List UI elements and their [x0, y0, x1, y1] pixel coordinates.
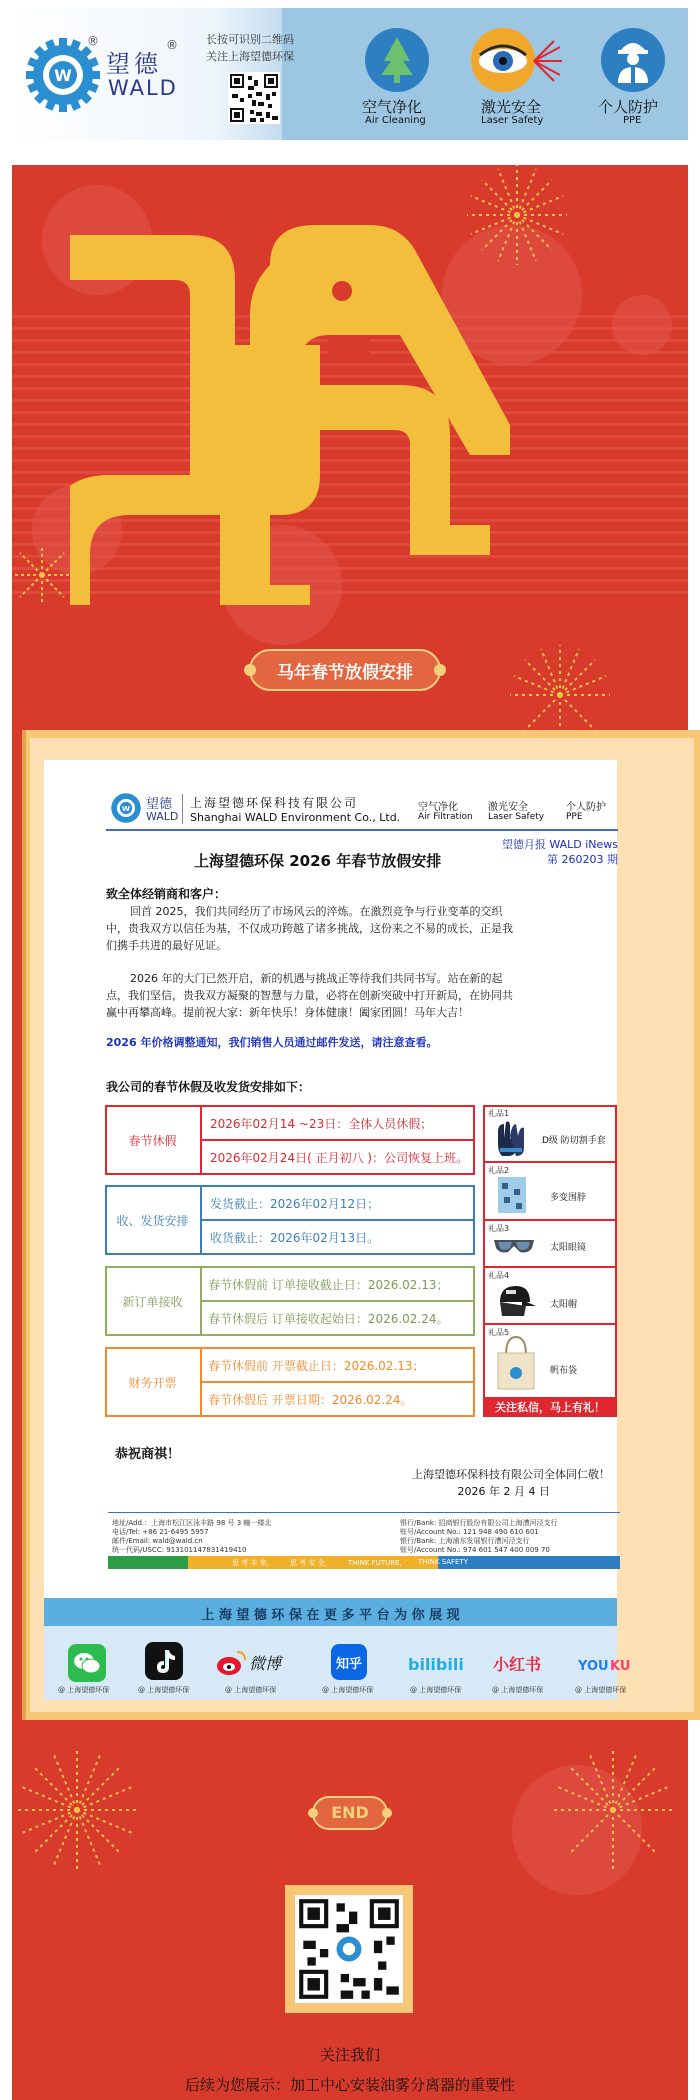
gift-name: 多变围脖: [550, 1193, 587, 1203]
paragraph-2-line: 赢中再攀高峰。提前祝大家：新年快乐！身体健康！阖家团圆！马年大吉！: [106, 1006, 469, 1019]
schedule-row: 春节休假后 开票日期：2026.02.24。: [208, 1393, 413, 1407]
qr-hint-1: 长按可识别二维码: [206, 33, 294, 46]
schedule-label: 财务开票: [128, 1375, 177, 1390]
category-label-en: PPE: [623, 115, 642, 126]
contact-right-line: 银行/Bank: 招商银行股份有限公司上海漕河泾支行: [400, 1519, 558, 1527]
letterhead-nav-cn: 空气净化: [418, 802, 458, 813]
category-label-cn: 激光安全: [481, 98, 542, 116]
letterhead-nav-en: PPE: [566, 812, 583, 822]
schedule-divider: [200, 1219, 475, 1221]
end-label: END: [331, 1803, 369, 1822]
svg-text:W: W: [54, 66, 72, 85]
slogan-part: THINK FUTURE，: [348, 1559, 407, 1567]
greeting: 致全体经销商和客户：: [106, 887, 227, 901]
letterhead-nav-en: Air Filtration: [418, 812, 473, 822]
schedule-label: 新订单接收: [122, 1294, 183, 1309]
company-name-cn: 上海望德环保科技有限公司: [190, 796, 359, 810]
svg-text:W: W: [121, 803, 131, 813]
gift-tag: 礼品4: [488, 1271, 510, 1280]
gift-divider: [483, 1219, 617, 1221]
youku-icon[interactable]: [578, 1654, 636, 1676]
schedule-label: 收、发货安排: [116, 1213, 189, 1228]
svg-text:bilibili: bilibili: [408, 1655, 464, 1674]
platform-caption: @ 上海望德环保: [138, 1686, 190, 1694]
schedule-row: 春节休假后 订单接收起始日：2026.02.24。: [208, 1312, 449, 1326]
slogan-band: [108, 1556, 188, 1569]
firework-decoration: [12, 1740, 142, 1880]
letterhead-logo-en: WALD: [146, 810, 179, 823]
platform-caption: @ 上海望德环保: [225, 1686, 277, 1694]
platform-caption: @ 上海望德环保: [322, 1686, 374, 1694]
schedule-intro: 我公司的春节休假及收发货安排如下：: [106, 1080, 311, 1094]
notice-title: 上海望德环保 2026 年春节放假安排: [194, 852, 442, 870]
svg-text:知乎: 知乎: [335, 1657, 363, 1672]
paragraph-1-line: 回首 2025，我们共同经历了市场风云的淬炼。在激烈竞争与行业变革的交织: [130, 905, 503, 918]
issue-number: 第 260203 期: [547, 853, 618, 866]
eye-laser-icon: [470, 27, 566, 93]
svg-text:KU: KU: [610, 1659, 631, 1674]
gift-footer[interactable]: 关注私信，马上有礼！: [495, 1401, 605, 1414]
bilibili-icon[interactable]: [408, 1650, 468, 1676]
gift-tag: 礼品3: [488, 1224, 510, 1233]
schedule-row: 春节休假前 订单接收截止日：2026.02.13；: [208, 1278, 449, 1292]
qr-hint-2: 关注上海望德环保: [206, 50, 294, 63]
schedule-divider: [200, 1139, 475, 1141]
category-label-cn: 空气净化: [362, 98, 423, 116]
platform-caption: @ 上海望德环保: [410, 1686, 462, 1694]
category-label-cn: 个人防护: [598, 98, 659, 116]
letterhead-logo-cn: 望德: [146, 797, 173, 812]
letterhead-rule: [106, 829, 618, 831]
schedule-divider: [200, 1381, 475, 1383]
sunglasses-icon: [492, 1234, 536, 1258]
registered-mark: ®: [166, 38, 178, 52]
neck-gaiter-icon: [494, 1175, 530, 1215]
firework-decoration: [12, 540, 72, 610]
price-notice[interactable]: 2026 年价格调整通知，我们销售人员通过邮件发送，请注意查看。: [106, 1036, 438, 1049]
platform-caption: @ 上海望德环保: [575, 1686, 627, 1694]
horse-illustration: [70, 225, 650, 605]
letterhead-nav-cn: 个人防护: [566, 802, 606, 813]
contact-right-line: 账号/Account No.: 121 948 490 610 601: [400, 1528, 539, 1536]
closing-sign: 上海望德环保科技有限公司全体同仁敬！: [412, 1468, 610, 1481]
platforms-title: 上 海 望 德 环 保 在 更 多 平 台 为 你 展 现: [201, 1608, 460, 1623]
registered-mark: ®: [87, 34, 99, 48]
wechat-icon[interactable]: [68, 1644, 106, 1682]
schedule-label: 春节休假: [128, 1133, 177, 1148]
weibo-icon[interactable]: [215, 1648, 295, 1678]
letterhead-nav-cn: 激光安全: [488, 802, 528, 813]
schedule-row: 春节休假前 开票截止日：2026.02.13；: [208, 1359, 425, 1373]
slogan-part: 思 考 未 来，: [232, 1559, 274, 1567]
follow-us: 关注我们: [319, 2046, 380, 2064]
company-name-en: Shanghai WALD Environment Co., Ltd.: [190, 811, 401, 824]
sun-hat-icon: [492, 1280, 536, 1320]
contact-left-line: 地址/Add.：上海市松江区泳丰路 98 号 3 幢一楼北: [112, 1519, 272, 1527]
douyin-icon[interactable]: [145, 1642, 183, 1680]
svg-text:微博: 微博: [249, 1654, 282, 1673]
schedule-row: 2026年02月24日( 正月初八 )：公司恢复上班。: [210, 1151, 469, 1165]
paragraph-2-line: 2026 年的大门已然开启，新的机遇与挑战正等待我们共同书写。站在新的起: [130, 972, 503, 985]
gift-tag: 礼品1: [488, 1109, 510, 1118]
closing-date: 2026 年 2 月 4 日: [457, 1485, 550, 1498]
paragraph-2-line: 点，我们坚信，贵我双方凝聚的智慧与力量，必将在创新突破中打开新局，在协同共: [106, 989, 513, 1002]
gift-divider: [483, 1323, 617, 1325]
issue-line1: 望德月报 WALD iNews: [501, 838, 618, 851]
gift-name: D级 防切割手套: [542, 1136, 606, 1146]
schedule-row: 收货截止：2026年02月13日。: [210, 1231, 380, 1245]
banner-title: 马年春节放假安排: [277, 663, 413, 683]
contact-rule: [108, 1512, 620, 1513]
gift-name: 太阳帽: [550, 1300, 578, 1310]
category-label-en: Laser Safety: [481, 115, 544, 126]
gift-tag: 礼品5: [488, 1328, 510, 1337]
firework-decoration: [548, 1740, 678, 1880]
letterhead-divider: [182, 794, 183, 824]
svg-text:YOU: YOU: [578, 1659, 609, 1674]
contact-right-line: 银行/Bank: 上海浦东发展银行漕河泾支行: [400, 1537, 530, 1545]
platform-caption: @ 上海望德环保: [492, 1686, 544, 1694]
next-topic[interactable]: 后续为您展示：加工中心安装油雾分离器的重要性: [184, 2076, 515, 2094]
gift-tag: 礼品2: [488, 1166, 510, 1175]
worker-icon: [600, 27, 666, 93]
slogan-part: THINK SAFETY: [418, 1558, 469, 1566]
contact-left-line: 邮件/Email: wald@wald.cn: [112, 1537, 203, 1545]
schedule-row: 2026年02月14 ~23日：全体人员休假；: [210, 1117, 433, 1131]
footer-qr-code-icon[interactable]: [295, 1895, 403, 2003]
contact-left-line: 电话/Tel: +86 21-6495 5957: [112, 1528, 209, 1536]
wald-logo-small-icon: [110, 792, 142, 824]
gift-name: 帆布袋: [550, 1366, 578, 1376]
schedule-row: 发货截止：2026年02月12日；: [210, 1197, 380, 1211]
svg-text:小红书: 小红书: [493, 1655, 542, 1674]
gloves-icon: [494, 1118, 530, 1158]
tree-icon: [364, 27, 430, 93]
platform-caption: @ 上海望德环保: [58, 1686, 110, 1694]
xiaohongshu-icon[interactable]: [493, 1650, 553, 1676]
canvas-bag-icon: [496, 1335, 536, 1391]
brand-en: WALD: [108, 76, 178, 100]
gift-divider: [483, 1161, 617, 1163]
slogan-part: 思 考 安 全，: [290, 1559, 332, 1567]
brand-cn: 望德: [106, 50, 162, 78]
zhihu-icon[interactable]: [331, 1644, 367, 1680]
gift-divider: [483, 1266, 617, 1268]
header-qr-code-icon[interactable]: [228, 72, 280, 124]
closing-wish: 恭祝商祺！: [115, 1447, 181, 1462]
paragraph-1-line: 中，贵我双方以信任为基，不仅成功跨越了诸多挑战，这份来之不易的成长，正是我: [106, 922, 513, 935]
contact-left-line: 统一代码/USCC: 913101147831419410: [112, 1546, 247, 1554]
frame-edge: [22, 730, 26, 1720]
gift-name: 太阳眼镜: [550, 1243, 587, 1253]
schedule-divider: [200, 1300, 475, 1302]
letterhead-nav-en: Laser Safety: [488, 812, 545, 822]
paragraph-1-line: 们携手共进的最好见证。: [106, 939, 227, 952]
contact-right-line: 账号/Account No.: 974 601 547 400 009 70: [400, 1546, 550, 1554]
category-label-en: Air Cleaning: [365, 115, 426, 126]
